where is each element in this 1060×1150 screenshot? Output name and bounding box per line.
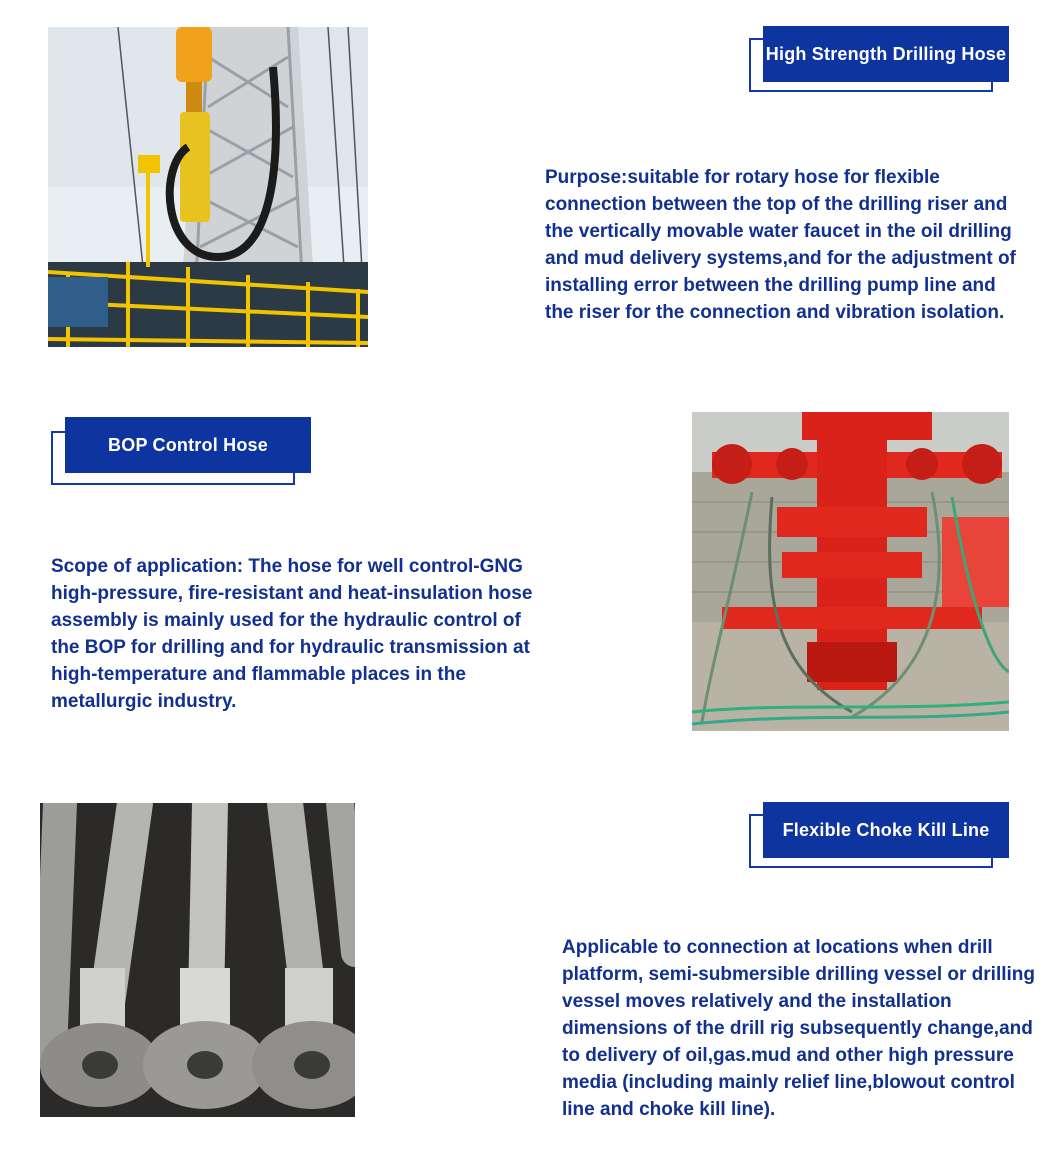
section-title: BOP Control Hose [65,417,311,473]
section-title-badge [749,802,1009,872]
section-description: Purpose:suitable for rotary hose for flexible connection between the top of the drilling riser and the vertically movable water faucet in the oil drilling and mud delivery systems,and for the adjustment of installing error between the drilling pump line and the riser for the connection and vibration isolation. [545,167,1016,323]
wellhead-bop-photo [692,412,1009,731]
steel-hoses-photo [40,803,355,1117]
drilling-rig-photo [48,27,368,347]
section-title: Flexible Choke Kill Line [763,802,1009,858]
section-title-badge [51,417,311,487]
section-description: Scope of application: The hose for well control-GNG high-pressure, fire-resistant and heat-insulation hose assembly is mainly used for the hydraulic control of the BOP for drilling and for hydraulic transmission at high-temperature and flammable places in the metallurgic industry. [51,556,533,712]
section-title: High Strength Drilling Hose [763,26,1009,82]
section-description: Applicable to connection at locations when drill platform, semi-submersible drilling vessel or drilling vessel moves relatively and the installation dimensions of the drill rig subsequently change,and to delivery of oil,gas.mud and other high pressure media (including mainly relief line,blowout control line and choke kill line). [562,937,1036,1120]
section-title-badge [749,26,1009,96]
